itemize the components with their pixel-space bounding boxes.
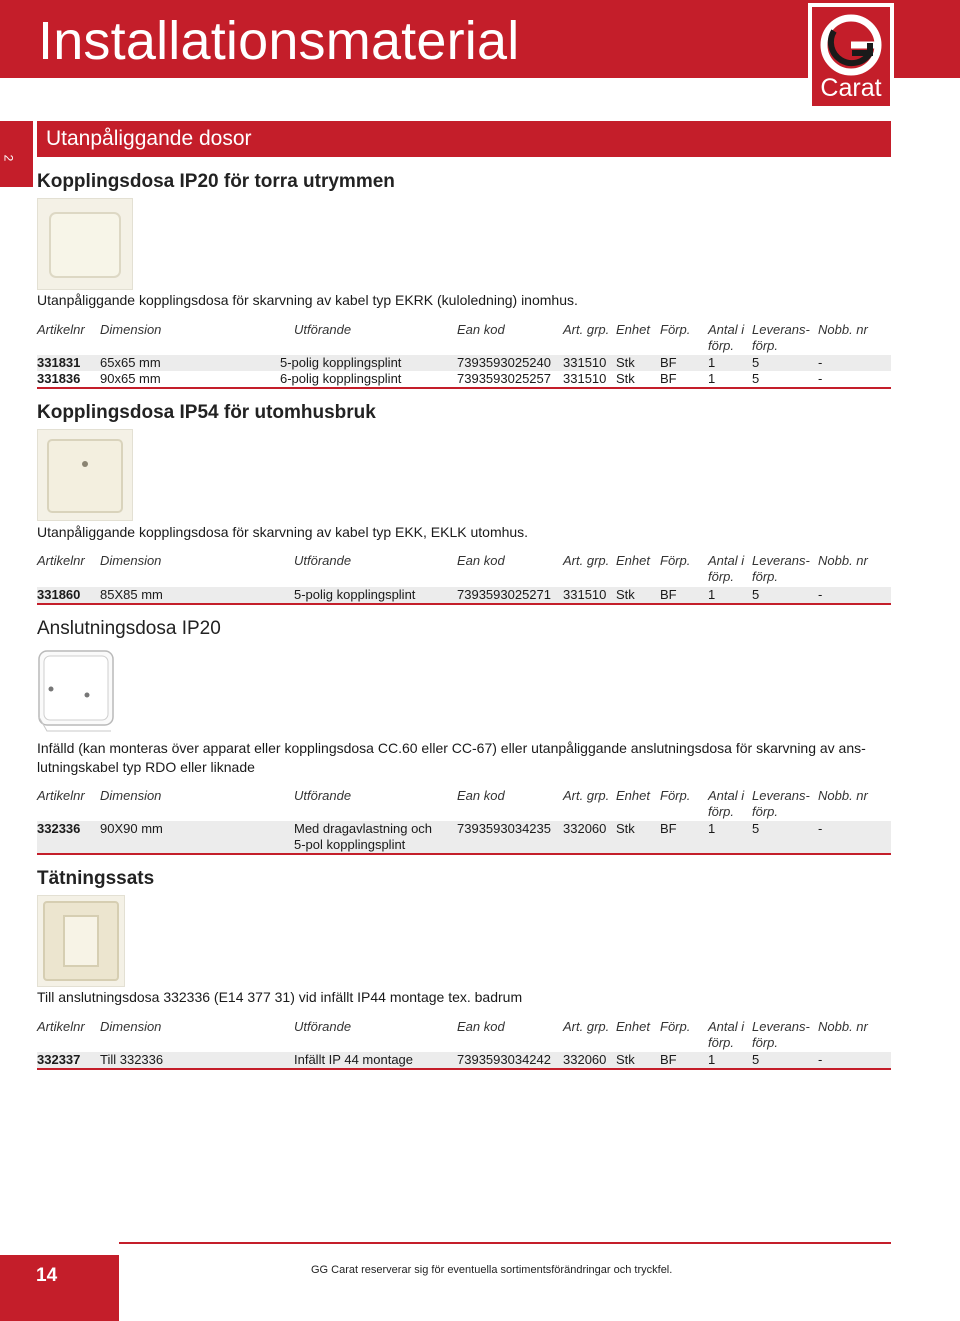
product-title: Kopplingsdosa IP20 för torra utrymmen [37,171,395,192]
product-description-line1: Infälld (kan monteras över apparat eller kopplingsdosa CC.60 eller CC-67) eller utanpåliggande anslutningsdosa för skarvning av ans- [37,740,866,756]
col-nobb: Nobb. nr [818,1019,868,1034]
dimension: 90X90 mm [100,821,163,836]
enhet: Stk [616,355,635,370]
col-dimension: Dimension [100,788,162,803]
col-antal-forp: förp. [708,1035,735,1050]
col-art-grp: Art. grp. [563,788,610,803]
junction-box-icon [38,199,132,289]
antal: 1 [708,587,716,602]
col-leverans-forp: förp. [752,569,779,584]
chapter-tab [0,121,33,187]
logo-text: Carat [820,74,882,102]
artikelnr: 331860 [37,587,81,602]
col-antal-forp: förp. [708,338,735,353]
ean-kod: 7393593025240 [457,355,551,370]
col-leverans-forp: förp. [752,1035,779,1050]
junction-box-icon [38,430,132,520]
utforande: Med dragavlastning och [294,821,433,836]
enhet: Stk [616,587,635,602]
art-grp: 331510 [563,587,607,602]
col-forp: Förp. [660,322,691,337]
ean-kod: 7393593025271 [457,587,551,602]
antal: 1 [708,355,716,370]
col-art-grp: Art. grp. [563,1019,610,1034]
table-divider [37,387,891,389]
page-number: 14 [36,1265,58,1286]
product-title: Tätningssats [37,868,155,889]
col-ean: Ean kod [457,788,505,803]
utforande-line2: 5-pol kopplingsplint [294,837,406,852]
leverans: 5 [752,821,760,836]
col-antal-forp: förp. [708,569,735,584]
col-ean: Ean kod [457,322,505,337]
antal: 1 [708,821,716,836]
product-title: Kopplingsdosa IP54 för utomhusbruk [37,402,376,423]
product-image [37,645,117,733]
col-antal: Antal i [708,1019,745,1034]
antal: 1 [708,371,716,386]
table-divider [37,1068,891,1070]
utforande: Infällt IP 44 montage [294,1052,414,1067]
nobb: - [818,1052,823,1067]
col-leverans: Leverans- [752,788,810,803]
col-forp: Förp. [660,553,691,568]
ean-kod: 7393593034242 [457,1052,551,1067]
product-title: Anslutningsdosa IP20 [37,618,221,639]
forp: BF [660,371,677,386]
artikelnr: 331831 [37,355,81,370]
forp: BF [660,821,677,836]
utforande: 6-polig kopplingsplint [280,371,402,386]
dimension: 90x65 mm [100,371,161,386]
col-enhet: Enhet [616,322,650,337]
col-ean: Ean kod [457,1019,505,1034]
col-forp: Förp. [660,788,691,803]
leverans: 5 [752,587,760,602]
col-utforande: Utförande [294,788,352,803]
product-image [37,198,133,290]
art-grp: 332060 [563,1052,607,1067]
col-art-grp: Art. grp. [563,553,610,568]
utforande: 5-polig kopplingsplint [294,587,416,602]
col-utforande: Utförande [294,553,352,568]
leverans: 5 [752,355,760,370]
nobb: - [818,355,823,370]
nobb: - [818,371,823,386]
col-dimension: Dimension [100,553,162,568]
section-title: Utanpåliggande dosor [46,127,252,150]
col-nobb: Nobb. nr [818,788,868,803]
sealing-kit-icon [38,896,124,986]
col-artikelnr: Artikelnr [37,788,85,803]
product-description-line2: lutningskabel typ RDO eller liknade [37,759,255,775]
col-utforande: Utförande [294,322,352,337]
nobb: - [818,821,823,836]
art-grp: 331510 [563,355,607,370]
ean-kod: 7393593034235 [457,821,551,836]
col-leverans-forp: förp. [752,338,779,353]
artikelnr: 332336 [37,821,81,836]
col-forp: Förp. [660,1019,691,1034]
col-antal: Antal i [708,553,745,568]
col-art-grp: Art. grp. [563,322,610,337]
col-enhet: Enhet [616,1019,650,1034]
enhet: Stk [616,821,635,836]
artikelnr: 331836 [37,371,81,386]
col-leverans: Leverans- [752,322,810,337]
col-artikelnr: Artikelnr [37,322,85,337]
col-leverans-forp: förp. [752,804,779,819]
table-divider [37,603,891,605]
product-image [37,895,125,987]
product-image [37,429,133,521]
col-dimension: Dimension [100,1019,162,1034]
page-number-box [0,1255,119,1321]
chapter-number: 2 [1,154,16,162]
col-enhet: Enhet [616,788,650,803]
footer-note: GG Carat reserverar sig för eventuella sortimentsförändringar och tryckfel. [311,1264,673,1276]
enhet: Stk [616,1052,635,1067]
nobb: - [818,587,823,602]
col-nobb: Nobb. nr [818,322,868,337]
product-description: Till anslutningsdosa 332336 (E14 377 31) vid infällt IP44 montage tex. badrum [37,989,523,1005]
footer-divider [119,1242,891,1244]
col-utforande: Utförande [294,1019,352,1034]
forp: BF [660,587,677,602]
gg-monogram-icon [812,9,890,81]
artikelnr: 332337 [37,1052,81,1067]
col-dimension: Dimension [100,322,162,337]
ean-kod: 7393593025257 [457,371,551,386]
dimension: 85X85 mm [100,587,163,602]
art-grp: 331510 [563,371,607,386]
antal: 1 [708,1052,716,1067]
enhet: Stk [616,371,635,386]
leverans: 5 [752,1052,760,1067]
col-artikelnr: Artikelnr [37,553,85,568]
col-leverans: Leverans- [752,1019,810,1034]
dimension: Till 332336 [100,1052,164,1067]
table-divider [37,853,891,855]
dimension: 65x65 mm [100,355,161,370]
col-leverans: Leverans- [752,553,810,568]
leverans: 5 [752,371,760,386]
product-description: Utanpåliggande kopplingsdosa för skarvning av kabel typ EKK, EKLK utomhus. [37,524,529,540]
col-artikelnr: Artikelnr [37,1019,85,1034]
col-antal: Antal i [708,788,745,803]
connection-box-icon [37,645,117,733]
col-antal-forp: förp. [708,804,735,819]
art-grp: 332060 [563,821,607,836]
utforande: 5-polig kopplingsplint [280,355,402,370]
product-description: Utanpåliggande kopplingsdosa för skarvning av kabel typ EKRK (kuloledning) inomhus. [37,292,578,308]
page-title: Installationsmaterial [38,11,520,71]
forp: BF [660,355,677,370]
forp: BF [660,1052,677,1067]
col-ean: Ean kod [457,553,505,568]
col-nobb: Nobb. nr [818,553,868,568]
col-enhet: Enhet [616,553,650,568]
gg-carat-logo [808,3,894,110]
col-antal: Antal i [708,322,745,337]
